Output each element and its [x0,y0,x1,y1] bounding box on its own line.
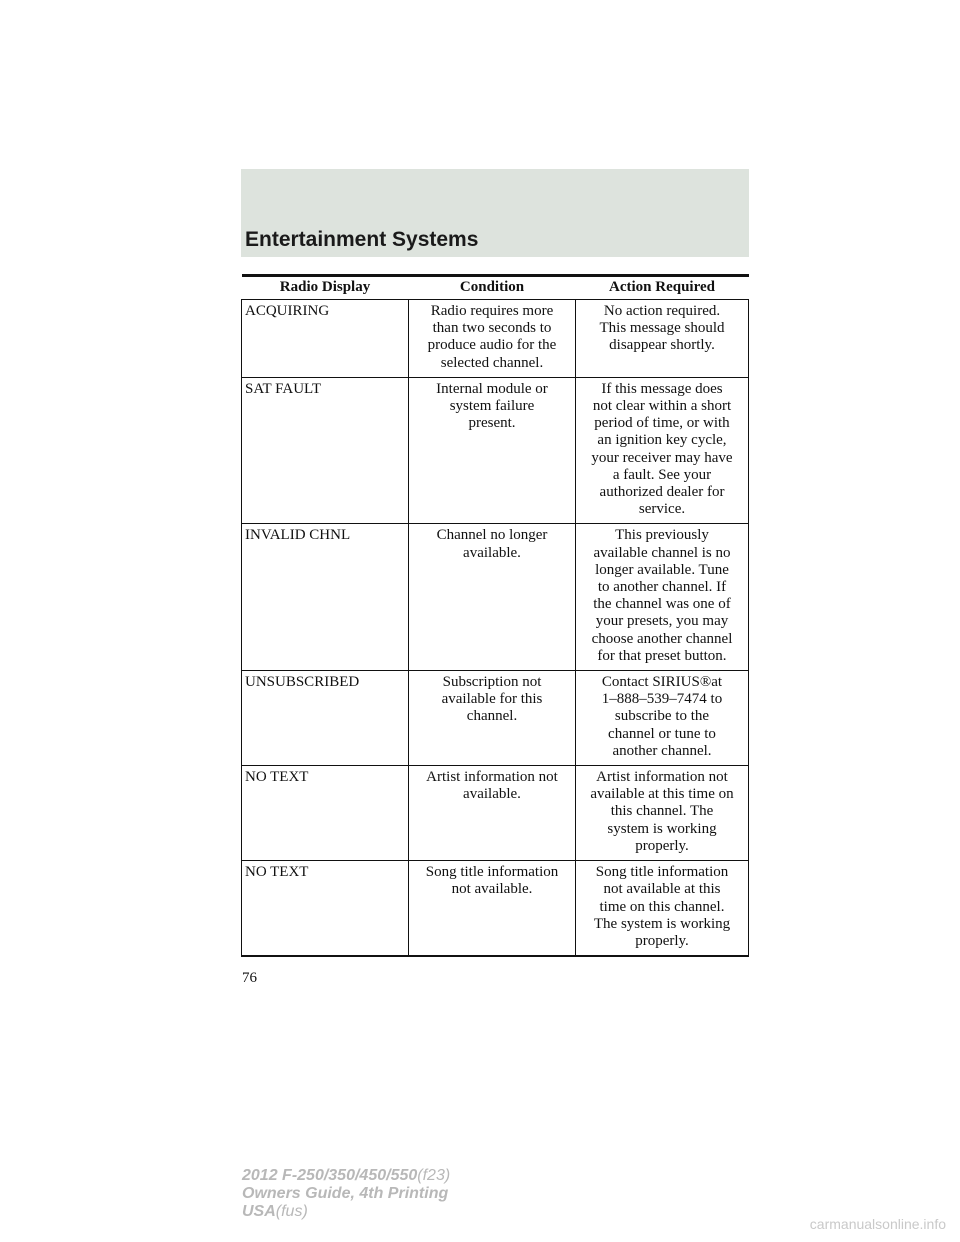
footer-region: USA [242,1203,276,1220]
radio-display-cell: INVALID CHNL [242,524,409,671]
table-row [242,377,749,524]
radio-display-table [241,274,749,957]
column-header-radio-display: Radio Display [242,276,409,300]
section-title: Entertainment Systems [245,228,479,251]
page-number: 76 [242,970,257,986]
condition-cell: Internal module or system failure present. [409,377,576,524]
column-header-condition: Condition [409,276,576,300]
radio-display-cell: SAT FAULT [242,377,409,524]
action-cell: Artist information not available at this time on this channel. The system is working properly. [576,766,749,861]
footer-line-3 [242,1203,450,1221]
radio-display-cell: UNSUBSCRIBED [242,671,409,766]
table-row [242,671,749,766]
condition-cell: Radio requires more than two seconds to produce audio for the selected channel. [409,300,576,378]
condition-cell: Artist information not available. [409,766,576,861]
radio-display-cell: ACQUIRING [242,300,409,378]
footer-line-2: Owners Guide, 4th Printing [242,1185,449,1202]
print-footer [242,1167,450,1221]
column-header-action-required: Action Required [576,276,749,300]
condition-cell: Subscription not available for this channel. [409,671,576,766]
radio-display-cell: NO TEXT [242,861,409,957]
footer-line-1 [242,1167,450,1185]
footer-region-code: (fus) [275,1203,308,1220]
action-cell: If this message does not clear within a short period of time, or with an ignition key cycle, your receiver may have a fault. See your authorized dealer for service. [576,377,749,524]
table-header-row [242,276,749,300]
table-row [242,766,749,861]
footer-model-code: (f23) [417,1167,451,1184]
condition-cell: Channel no longer available. [409,524,576,671]
table-row [242,861,749,957]
condition-cell: Song title information not available. [409,861,576,957]
table-row [242,524,749,671]
action-cell: No action required. This message should disappear shortly. [576,300,749,378]
radio-display-cell: NO TEXT [242,766,409,861]
action-cell: Song title information not available at this time on this channel. The system is working properly. [576,861,749,957]
action-cell: Contact SIRIUS®at 1–888–539–7474 to subscribe to the channel or tune to another channel. [576,671,749,766]
watermark: carmanualsonline.info [809,1216,946,1232]
footer-model: 2012 F-250/350/450/550 [242,1167,418,1184]
table-row [242,300,749,378]
action-cell: This previously available channel is no longer available. Tune to another channel. If the channel was one of your presets, you may choose another channel for that preset button. [576,524,749,671]
